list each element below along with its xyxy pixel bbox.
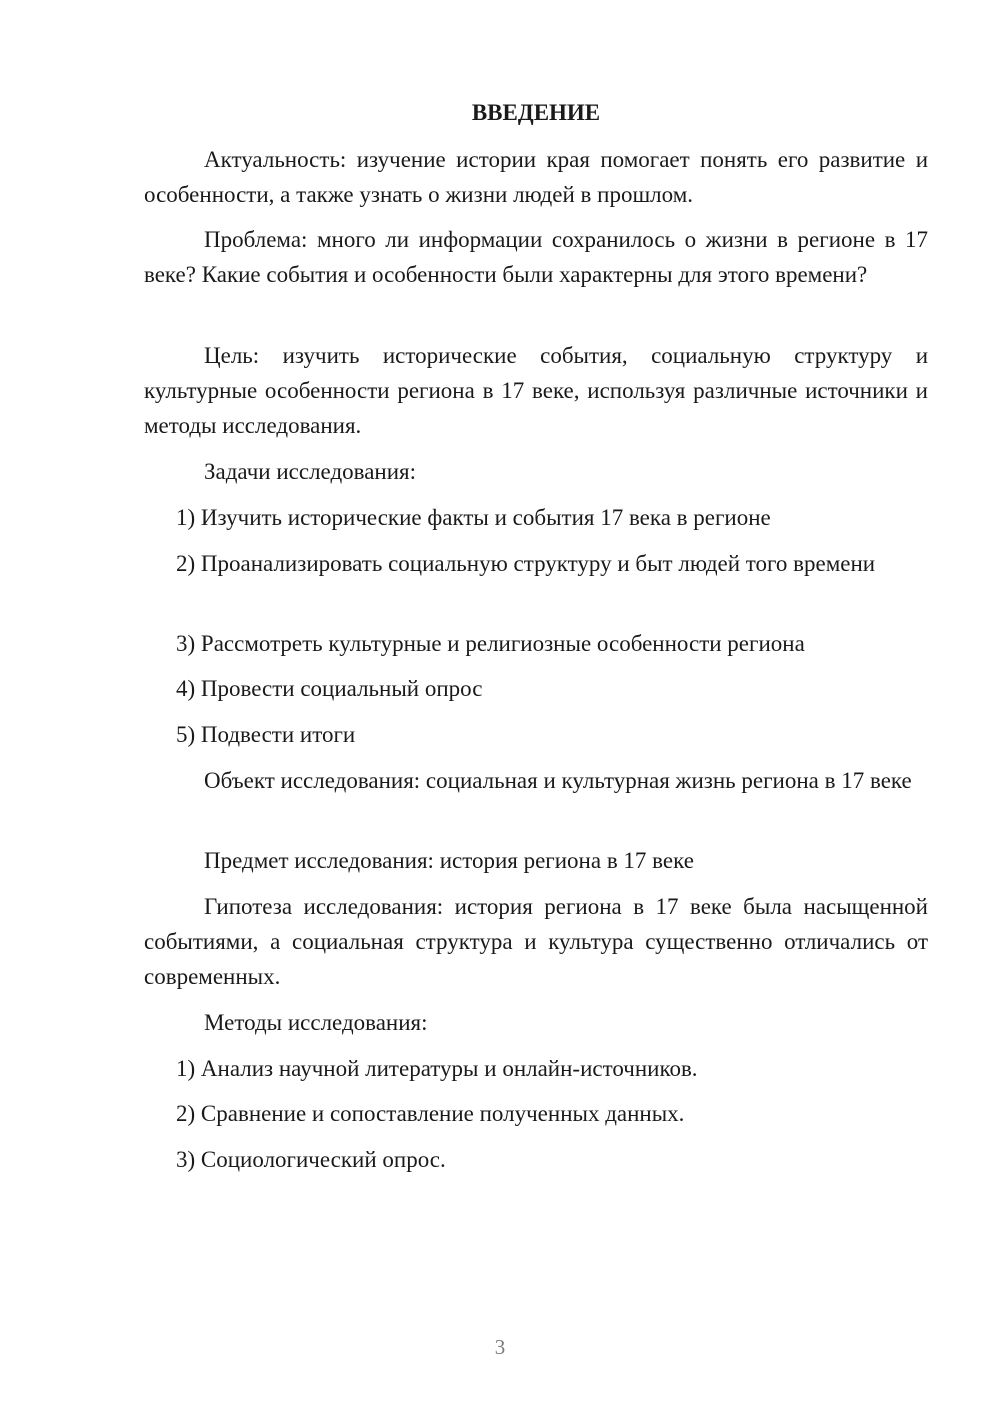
page-number: 3 (494, 1335, 506, 1359)
object-paragraph: Объект исследования: социальная и культурная жизнь региона в 17 веке (204, 768, 912, 793)
task-item: 1) Изучить исторические факты и события 17 века в регионе (176, 505, 771, 530)
problem-paragraph: Проблема: много ли информации сохранилось о жизни в регионе в 17 веке? Какие события и особенности были характерны для этого времени? (144, 227, 928, 287)
method-item: 2) Сравнение и сопоставление полученных данных. (176, 1101, 685, 1126)
task-item: 2) Проанализировать социальную структуру и быт людей того времени (176, 551, 876, 576)
methods-heading: Методы исследования: (204, 1010, 428, 1035)
method-item: 3) Социологический опрос. (176, 1147, 446, 1172)
task-item: 5) Подвести итоги (176, 722, 356, 747)
method-item: 1) Анализ научной литературы и онлайн-источников. (176, 1056, 698, 1081)
tasks-heading: Задачи исследования: (204, 459, 417, 484)
page-title: ВВЕДЕНИЕ (471, 100, 601, 125)
task-item: 3) Рассмотреть культурные и религиозные особенности региона (176, 631, 805, 656)
task-item: 4) Провести социальный опрос (176, 676, 483, 701)
relevance-paragraph: Актуальность: изучение истории края помогает понять его развитие и особенности, а также узнать о жизни людей в прошлом. (144, 147, 928, 207)
subject-paragraph: Предмет исследования: история региона в 17 веке (204, 848, 694, 873)
hypothesis-paragraph: Гипотеза исследования: история региона в 17 веке была насыщенной событиями, а социальная структура и культура существенно отличались от современных. (144, 894, 928, 989)
goal-paragraph: Цель: изучить исторические события, социальную структуру и культурные особенности региона в 17 веке, используя различные источники и методы исследования. (144, 343, 928, 438)
